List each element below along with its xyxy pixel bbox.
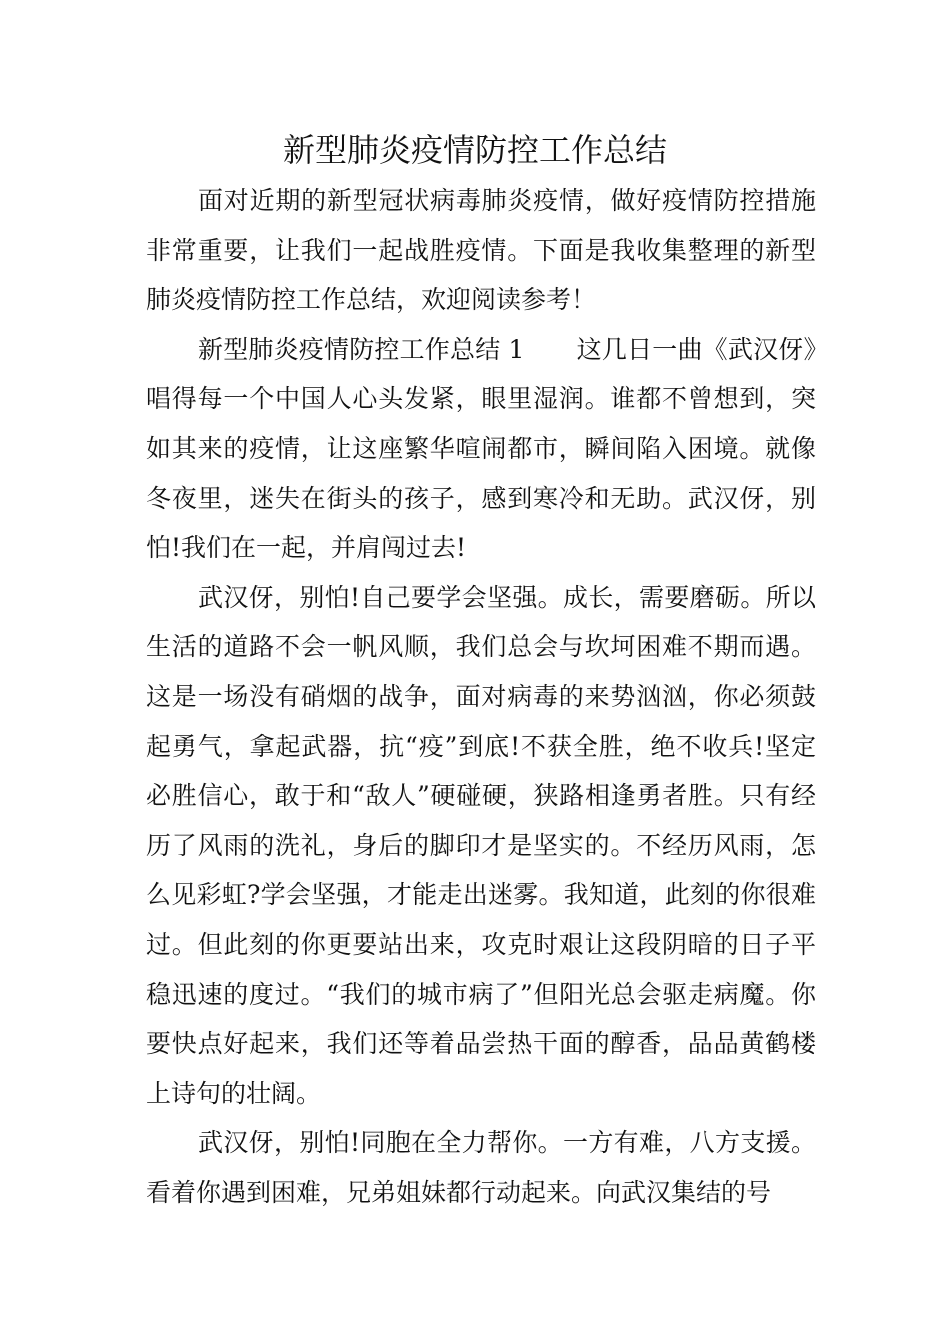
document-title: 新型肺炎疫情防控工作总结 [282, 131, 667, 169]
section-1-heading: 新型肺炎疫情防控工作总结 1 [198, 334, 525, 364]
section-1-paragraph [146, 325, 816, 573]
body-paragraph-3: 武汉伢，别怕!同胞在全力帮你。一方有难，八方支援。看着你遇到困难，兄弟姐妹都行动起来。向武汉集结的号 [146, 1128, 816, 1207]
body-paragraph-2: 武汉伢，别怕!自己要学会坚强。成长，需要磨砺。所以生活的道路不会一帆风顺，我们总会与坎坷困难不期而遇。这是一场没有硝烟的战争，面对病毒的来势汹汹，你必须鼓起勇气，拿起武器，抗“疫”到底!不获全胜，绝不收兵!坚定必胜信心，敢于和“敌人”硬碰硬，狭路相逢勇者胜。只有经历了风雨的洗礼，身后的脚印才是坚实的。不经历风雨，怎么见彩虹?学会坚强，才能走出迷雾。我知道，此刻的你很难过。但此刻的你更要站出来，攻克时艰让这段阴暗的日子平稳迅速的度过。“我们的城市病了”但阳光总会驱走病魔。你要快点好起来，我们还等着品尝热干面的醇香，品品黄鹤楼上诗句的壮阔。 [146, 582, 816, 1108]
intro-paragraph: 面对近期的新型冠状病毒肺炎疫情，做好疫情防控措施非常重要，让我们一起战胜疫情。下面是我收集整理的新型肺炎疫情防控工作总结，欢迎阅读参考！ [146, 186, 816, 315]
document-body [146, 176, 816, 1217]
section-1-text: 这几日一曲《武汉伢》唱得每一个中国人心头发紧，眼里湿润。谁都不曾想到，突如其来的疫情，让这座繁华喧闹都市，瞬间陷入困境。就像冬夜里，迷失在街头的孩子，感到寒冷和无助。武汉伢，别怕!我们在一起，并肩闯过去! [146, 334, 816, 563]
